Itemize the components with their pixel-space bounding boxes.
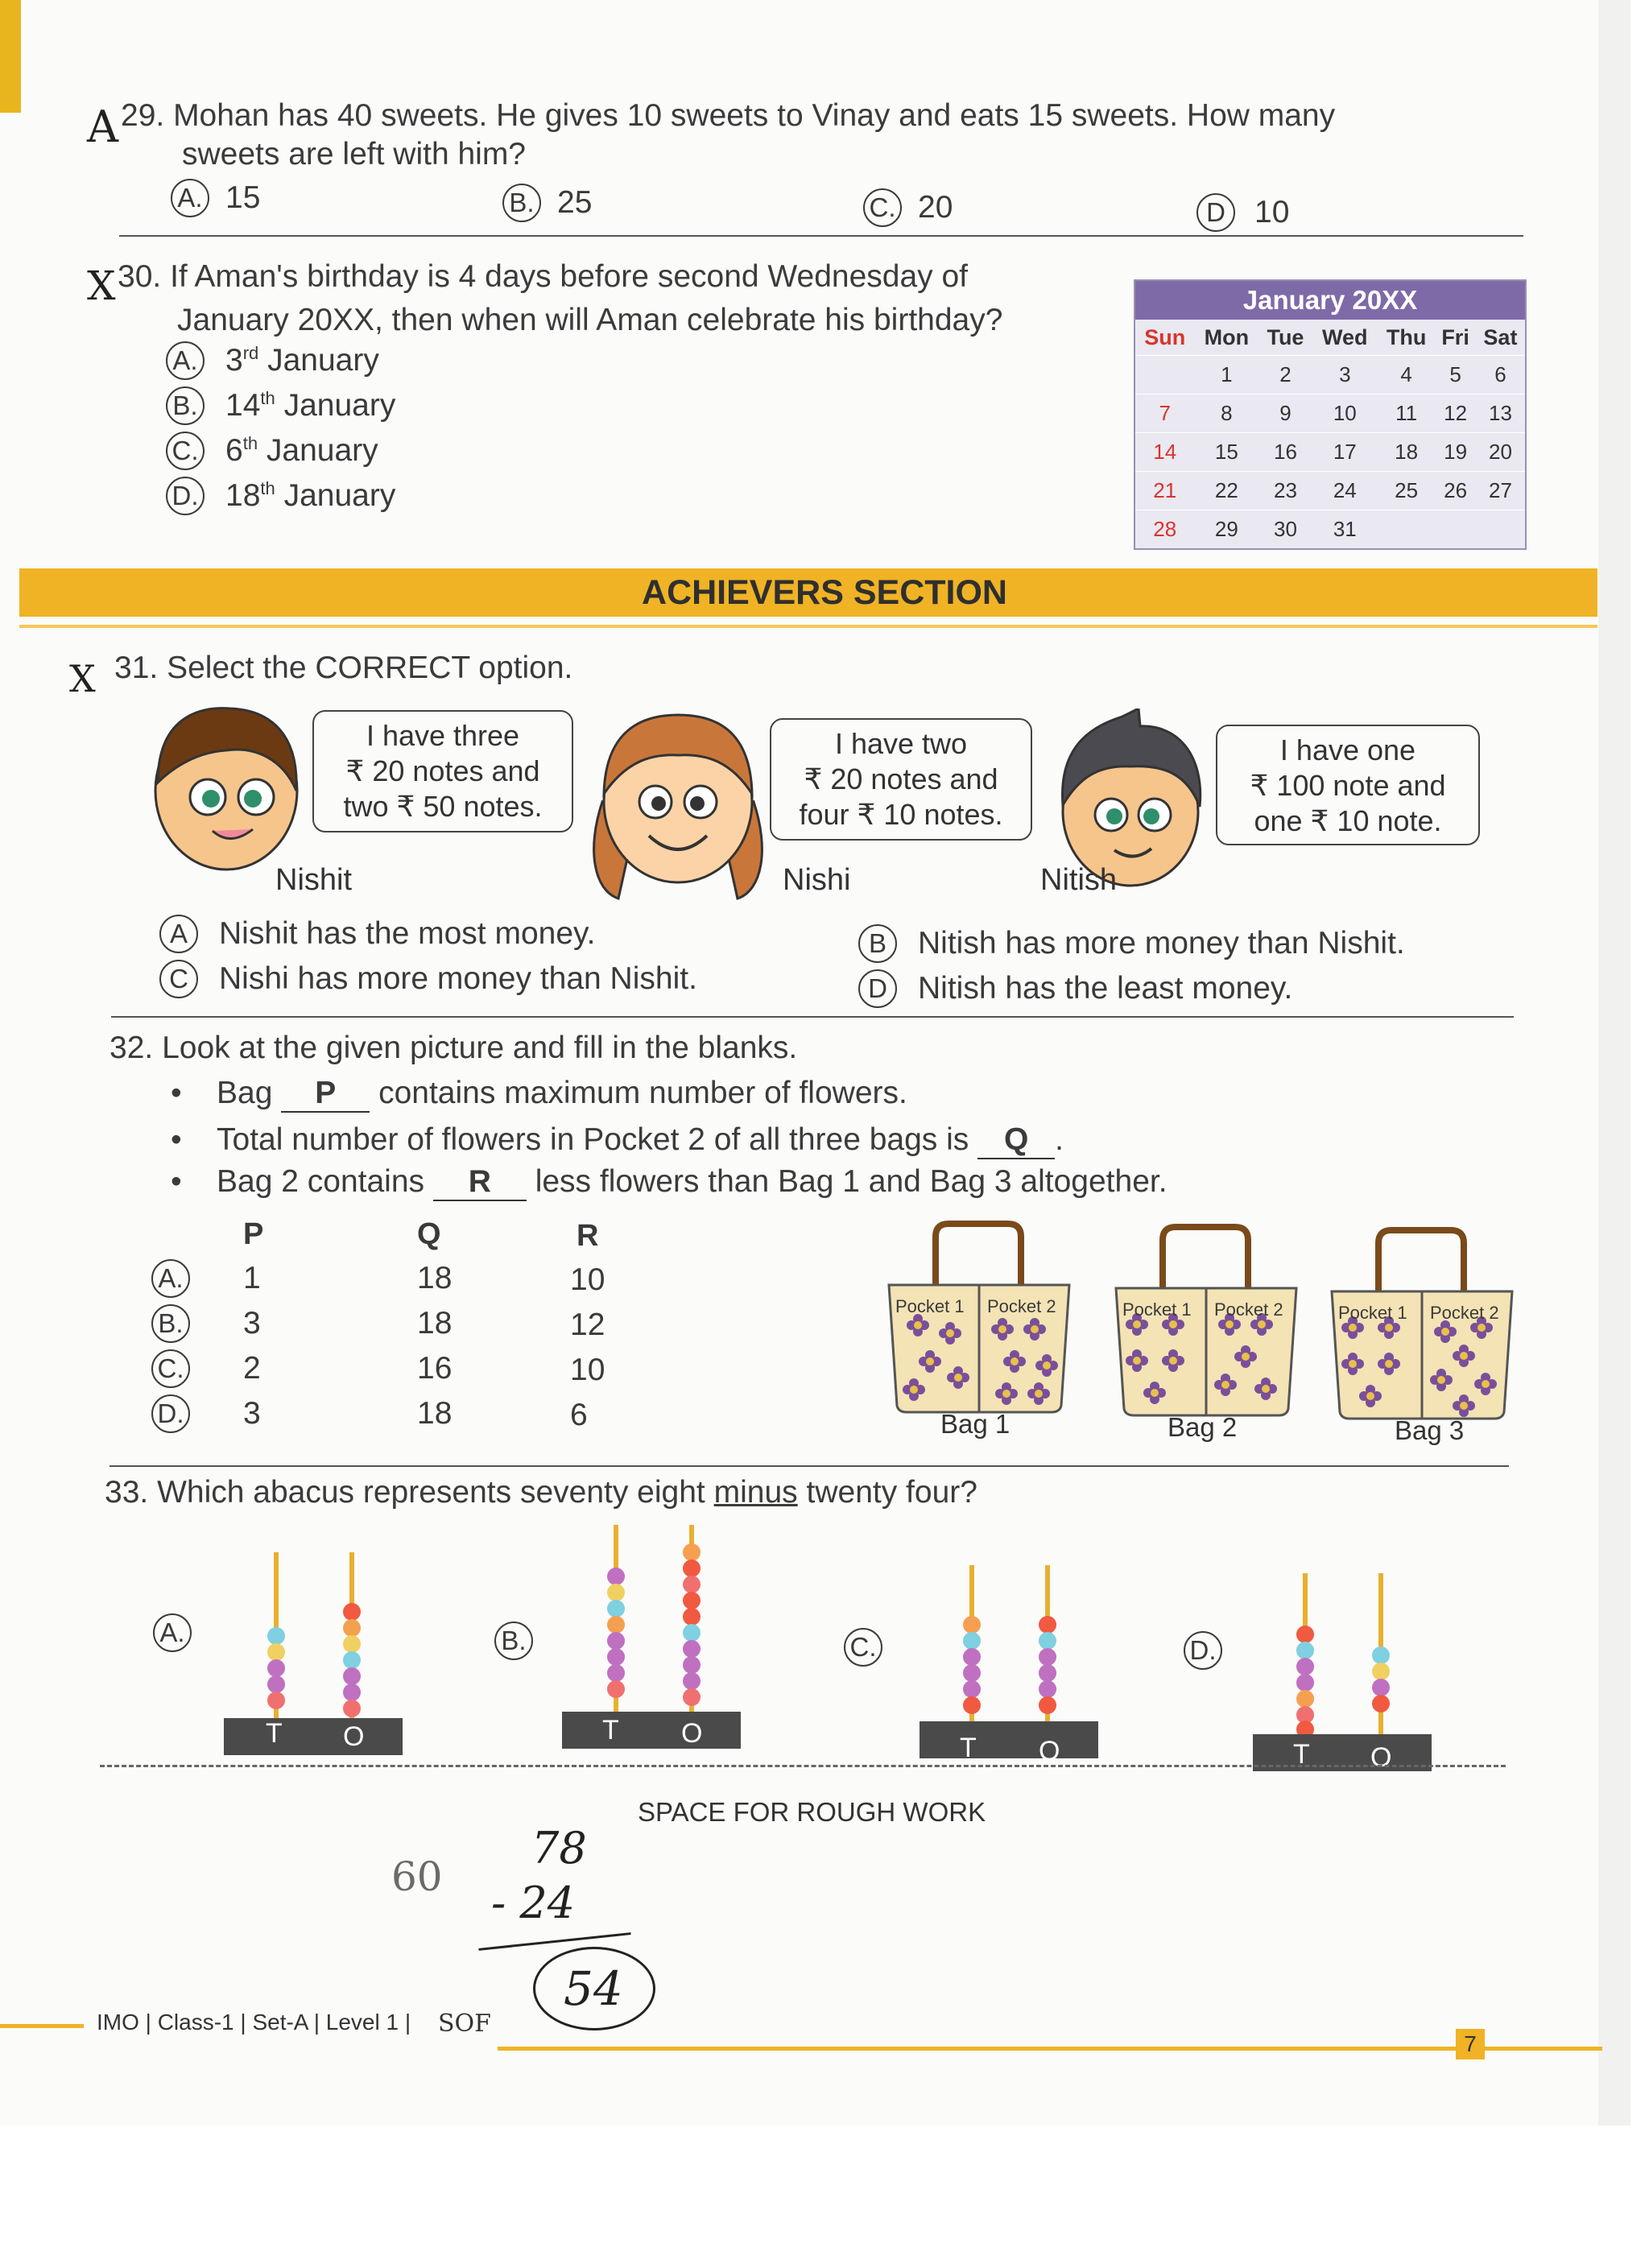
value-r: 10 xyxy=(570,1353,605,1387)
option-text: 25 xyxy=(557,185,593,220)
option-letter: C. xyxy=(151,1349,190,1388)
option-letter: C. xyxy=(844,1628,882,1667)
handwritten-mark-q31: X xyxy=(69,657,96,700)
bag3-label: Bag 3 xyxy=(1395,1415,1465,1445)
q31-question: 31. Select the CORRECT option. xyxy=(114,651,573,685)
option-text: 20 xyxy=(918,190,953,225)
calendar-week xyxy=(1135,433,1525,472)
option-text: 3rd January xyxy=(225,343,379,378)
weekday: Thu xyxy=(1386,324,1427,349)
weekday: Sat xyxy=(1483,324,1518,349)
abacus-d-tens-beads xyxy=(1296,1626,1314,1738)
calendar-day: 14 xyxy=(1135,433,1194,472)
option-text: Nishi has more money than Nishit. xyxy=(219,961,697,996)
value-r: 12 xyxy=(570,1308,605,1342)
calendar-day: 5 xyxy=(1435,356,1476,395)
calendar-week xyxy=(1135,395,1525,433)
option-text: Nitish has more money than Nishit. xyxy=(918,926,1405,960)
option-text: 14th January xyxy=(225,388,396,423)
rough-answer: 54 xyxy=(564,1961,623,2016)
q33-option-b[interactable] xyxy=(494,1621,533,1660)
rough-work-divider xyxy=(100,1765,1506,1767)
speech-line: ₹ 20 notes and xyxy=(804,762,998,795)
q30-option-c[interactable] xyxy=(166,432,378,470)
boy-nishit-illustration xyxy=(150,702,303,879)
abacus-a-ones-label: O xyxy=(343,1721,365,1752)
calendar-day: 1 xyxy=(1194,356,1258,395)
calendar-day: 2 xyxy=(1258,356,1312,395)
page-right-margin xyxy=(1598,0,1630,2125)
value-r: 10 xyxy=(570,1262,605,1297)
abacus-c xyxy=(916,1562,1101,1773)
value-p: 3 xyxy=(243,1396,261,1431)
option-letter: A. xyxy=(151,1259,190,1298)
option-letter: A xyxy=(159,915,198,953)
calendar-day: 24 xyxy=(1312,472,1378,510)
option-letter: B. xyxy=(502,184,541,222)
value-p: 1 xyxy=(243,1261,261,1295)
bag2-pocket1-label: Pocket 1 xyxy=(1122,1299,1192,1320)
q29-option-c[interactable] xyxy=(863,188,953,227)
abacus-a-tens-label: T xyxy=(266,1718,283,1749)
section-underline xyxy=(19,625,1597,628)
calendar-day xyxy=(1435,510,1476,549)
calendar-day: 11 xyxy=(1378,395,1435,433)
value-q: 18 xyxy=(417,1396,453,1431)
abacus-c-tens-beads xyxy=(963,1616,981,1714)
weekday: Tue xyxy=(1267,324,1304,349)
speech-bubble-nitish xyxy=(1216,725,1480,845)
calendar-week xyxy=(1135,510,1525,549)
divider xyxy=(111,1016,1514,1018)
speech-line: ₹ 20 notes and xyxy=(345,754,540,787)
option-text: 18th January xyxy=(225,478,396,513)
kid-name-nitish: Nitish xyxy=(1040,863,1118,897)
q32-option-a[interactable] xyxy=(151,1259,634,1299)
q29-line2: sweets are left with him? xyxy=(182,137,527,171)
bag1-pocket2-label: Pocket 2 xyxy=(987,1296,1056,1316)
bag3-pocket1-label: Pocket 1 xyxy=(1338,1303,1407,1323)
option-letter: C xyxy=(159,960,198,998)
option-letter: D. xyxy=(1184,1631,1222,1670)
q32-question: 32. Look at the given picture and fill in the blanks. xyxy=(110,1031,798,1065)
q29-line1: 29. Mohan has 40 sweets. He gives 10 sweets to Vinay and eats 15 sweets. How many xyxy=(121,98,1336,133)
calendar-day: 21 xyxy=(1135,472,1194,510)
rough-line1: 78 xyxy=(531,1823,587,1873)
q30-line2: January 20XX, then when will Aman celebrate his birthday? xyxy=(177,303,1003,337)
option-text: 10 xyxy=(1254,195,1290,229)
calendar-day: 30 xyxy=(1258,510,1312,549)
calendar-day: 29 xyxy=(1194,510,1258,549)
option-letter: B. xyxy=(151,1304,190,1343)
calendar-day: 25 xyxy=(1378,472,1435,510)
handwritten-mark-q29: A xyxy=(87,101,118,152)
calendar-day: 4 xyxy=(1378,356,1435,395)
q29-option-d[interactable] xyxy=(1196,193,1289,232)
col-header-r: R xyxy=(577,1219,599,1253)
abacus-d-ones-label: O xyxy=(1370,1742,1392,1773)
option-letter: B. xyxy=(494,1621,533,1660)
page-edge-strip xyxy=(0,0,21,113)
q31-option-a[interactable] xyxy=(159,915,595,953)
divider xyxy=(110,1465,1509,1467)
calendar-day: 9 xyxy=(1258,395,1312,433)
abacus-d xyxy=(1250,1570,1435,1779)
calendar-day xyxy=(1378,510,1435,549)
option-letter: A. xyxy=(166,341,205,380)
kid-name-nishit: Nishit xyxy=(275,863,353,897)
sof-logo: SOF xyxy=(438,2010,491,2038)
q32-bullet-2: • Total number of flowers in Pocket 2 of all three bags is Q . xyxy=(171,1122,1064,1159)
calendar-day: 19 xyxy=(1435,433,1476,472)
calendar-day: 28 xyxy=(1135,510,1194,549)
option-letter: D xyxy=(1196,193,1235,232)
calendar-day: 6 xyxy=(1476,356,1525,395)
q29-option-b[interactable] xyxy=(502,184,592,222)
q31-option-c[interactable] xyxy=(159,960,697,998)
q32-bullet-1: • Bag P contains maximum number of flowers. xyxy=(171,1076,907,1113)
abacus-c-tens-label: T xyxy=(960,1733,977,1763)
q32-option-c[interactable] xyxy=(151,1349,634,1390)
calendar-day: 26 xyxy=(1435,472,1476,510)
q33-option-a[interactable] xyxy=(153,1613,192,1652)
abacus-d-ones-beads xyxy=(1372,1646,1390,1712)
weekday: Sun xyxy=(1144,324,1186,349)
q33-question: 33. Which abacus represents seventy eight minus twenty four? xyxy=(105,1475,977,1510)
speech-line: ₹ 100 note and xyxy=(1250,769,1446,802)
q32-option-b[interactable] xyxy=(151,1304,634,1345)
value-q: 16 xyxy=(417,1351,453,1386)
speech-line: four ₹ 10 notes. xyxy=(799,798,1003,831)
abacus-b-ones-label: O xyxy=(681,1718,703,1749)
blank-r: R xyxy=(433,1164,527,1201)
calendar-day: 27 xyxy=(1476,472,1525,510)
abacus-c-ones-label: O xyxy=(1039,1736,1060,1766)
blank-p: P xyxy=(281,1076,370,1113)
speech-line: one ₹ 10 note. xyxy=(1254,804,1442,837)
abacus-b xyxy=(559,1522,744,1765)
calendar-day: 12 xyxy=(1435,395,1476,433)
calendar-day: 13 xyxy=(1476,395,1525,433)
abacus-b-tens-label: T xyxy=(602,1715,619,1745)
scribble-left: 60 xyxy=(391,1853,443,1900)
rough-work-title: SPACE FOR ROUGH WORK xyxy=(638,1797,986,1827)
calendar-title: January 20XX xyxy=(1135,281,1525,320)
option-text: Nishit has the most money. xyxy=(219,916,596,951)
abacus-a-ones-beads xyxy=(343,1603,361,1717)
section-title: ACHIEVERS SECTION xyxy=(642,573,1007,612)
speech-line: I have two xyxy=(834,727,968,760)
q30-line1: 30. If Aman's birthday is 4 days before second Wednesday of xyxy=(118,259,969,294)
option-letter: B xyxy=(858,924,897,963)
value-r: 6 xyxy=(570,1398,588,1432)
rough-line2: - 24 xyxy=(491,1878,576,1928)
abacus-b-tens-beads xyxy=(607,1568,625,1698)
calendar-day: 16 xyxy=(1258,433,1312,472)
kid-name-nishi: Nishi xyxy=(783,863,851,897)
col-header-p: P xyxy=(243,1217,264,1251)
option-letter: A. xyxy=(153,1613,192,1652)
col-header-q: Q xyxy=(417,1217,441,1251)
calendar-week xyxy=(1135,472,1525,510)
calendar-day: 18 xyxy=(1378,433,1435,472)
bag1-label: Bag 1 xyxy=(940,1409,1010,1439)
option-text: Nitish has the least money. xyxy=(918,971,1293,1006)
calendar-day: 17 xyxy=(1312,433,1378,472)
calendar-day: 20 xyxy=(1476,433,1525,472)
q30-option-d[interactable] xyxy=(166,477,395,515)
calendar-day: 31 xyxy=(1312,510,1378,549)
weekday: Mon xyxy=(1204,324,1250,349)
speech-line: I have three xyxy=(366,719,520,752)
abacus-a xyxy=(221,1546,406,1757)
q30-option-b[interactable] xyxy=(166,386,395,425)
option-letter: A. xyxy=(171,179,209,217)
q32-bullet-3: • Bag 2 contains R less flowers than Bag 1 and Bag 3 altogether. xyxy=(171,1164,1168,1201)
calendar-day xyxy=(1476,510,1525,549)
blank-q: Q xyxy=(977,1122,1055,1159)
option-letter: D xyxy=(858,969,897,1008)
q32-option-d[interactable] xyxy=(151,1394,634,1435)
bags-illustration xyxy=(886,1221,1514,1438)
calendar-weekday-row xyxy=(1135,320,1525,356)
abacus-b-ones-beads xyxy=(683,1543,701,1706)
calendar-day: 23 xyxy=(1258,472,1312,510)
calendar-week xyxy=(1135,356,1525,395)
calendar-day: 15 xyxy=(1194,433,1258,472)
bag2-pocket2-label: Pocket 2 xyxy=(1214,1299,1283,1320)
calendar-day: 7 xyxy=(1135,395,1194,433)
speech-line: I have one xyxy=(1279,733,1416,766)
abacus-a-tens-beads xyxy=(267,1627,285,1709)
footer-text: IMO | Class-1 | Set-A | Level 1 | xyxy=(97,2010,411,2035)
speech-line: two ₹ 50 notes. xyxy=(343,790,543,823)
abacus-c-ones-beads xyxy=(1039,1616,1056,1714)
page-number: 7 xyxy=(1456,2029,1485,2059)
option-letter: C. xyxy=(863,188,902,227)
option-letter: D. xyxy=(151,1394,190,1433)
calendar-day: 22 xyxy=(1194,472,1258,510)
weekday: Wed xyxy=(1322,324,1368,349)
abacus-d-tens-label: T xyxy=(1293,1739,1310,1770)
bag3-pocket2-label: Pocket 2 xyxy=(1430,1303,1499,1323)
option-letter: B. xyxy=(166,386,205,425)
weekday: Fri xyxy=(1441,324,1469,349)
handwritten-mark-q30: X xyxy=(87,262,116,309)
bag1-pocket1-label: Pocket 1 xyxy=(895,1296,965,1316)
girl-nishi-illustration xyxy=(586,705,770,902)
speech-bubble-nishit xyxy=(312,710,573,832)
option-letter: D. xyxy=(166,477,205,515)
calendar-grid xyxy=(1135,320,1525,548)
q33-option-c[interactable] xyxy=(844,1628,882,1667)
calendar-day xyxy=(1135,356,1194,395)
bag-3 xyxy=(1332,1230,1512,1419)
calendar-day: 3 xyxy=(1312,356,1378,395)
value-q: 18 xyxy=(417,1261,453,1295)
value-p: 3 xyxy=(243,1306,261,1341)
bag-1 xyxy=(889,1224,1069,1412)
q29-option-a[interactable] xyxy=(171,179,260,217)
q30-option-a[interactable] xyxy=(166,341,379,380)
q31-option-d[interactable] xyxy=(858,969,1292,1008)
value-p: 2 xyxy=(243,1351,261,1386)
bag2-label: Bag 2 xyxy=(1168,1412,1238,1442)
option-text: 6th January xyxy=(225,433,378,468)
divider xyxy=(119,235,1523,237)
speech-bubble-nishi xyxy=(770,718,1032,841)
option-letter: C. xyxy=(166,432,205,470)
value-q: 18 xyxy=(417,1306,453,1341)
january-calendar xyxy=(1134,279,1527,550)
footer-rule-left xyxy=(0,2024,84,2028)
calendar-day: 10 xyxy=(1312,395,1378,433)
footer-rule-right xyxy=(498,2047,1602,2051)
bag-2 xyxy=(1116,1227,1296,1415)
q31-option-b[interactable] xyxy=(858,924,1405,963)
q33-option-d[interactable] xyxy=(1184,1631,1222,1670)
calendar-day: 8 xyxy=(1194,395,1258,433)
option-text: 15 xyxy=(225,180,261,215)
